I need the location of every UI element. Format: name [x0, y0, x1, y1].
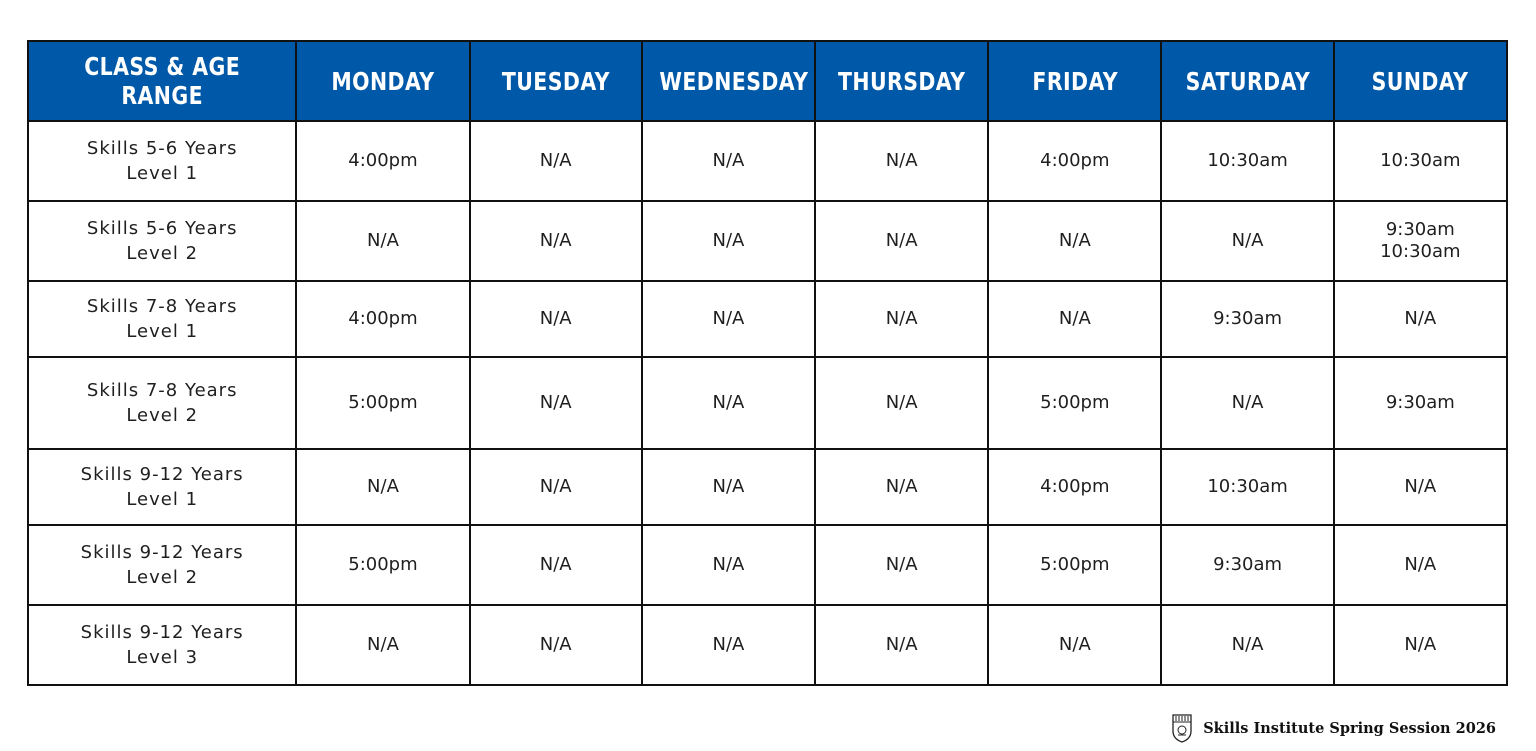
class-name: Skills 5-6 Years	[86, 218, 238, 239]
class-time: N/A	[1404, 308, 1437, 329]
header-day-6	[1161, 41, 1333, 121]
class-time: N/A	[1058, 308, 1091, 329]
table-row	[28, 525, 1507, 605]
schedule-cell	[470, 281, 642, 357]
schedule-cell	[296, 201, 469, 281]
schedule-cell	[470, 357, 642, 449]
header-row	[28, 41, 1507, 121]
table-row	[28, 201, 1507, 281]
schedule-cell	[470, 201, 642, 281]
header-day-3	[642, 41, 815, 121]
class-time: N/A	[712, 476, 745, 497]
schedule-cell	[988, 121, 1161, 201]
header-label: THURSDAY	[837, 66, 966, 96]
class-time: N/A	[885, 392, 918, 413]
class-time: 4:00pm	[1040, 150, 1110, 171]
class-level: Level 2	[126, 567, 199, 588]
schedule-cell	[815, 449, 988, 525]
class-time: N/A	[712, 308, 745, 329]
class-time: N/A	[885, 634, 918, 655]
class-name: Skills 5-6 Years	[86, 138, 238, 159]
class-age-cell	[28, 357, 296, 449]
class-name: Skills 9-12 Years	[80, 622, 244, 643]
schedule-cell	[296, 281, 469, 357]
class-name: Skills 7-8 Years	[86, 296, 238, 317]
header-day-4	[815, 41, 988, 121]
class-time: N/A	[712, 634, 745, 655]
class-time: N/A	[539, 392, 572, 413]
class-time: N/A	[885, 554, 918, 575]
schedule-cell	[815, 201, 988, 281]
schedule-cell	[1334, 605, 1507, 685]
class-time: N/A	[712, 392, 745, 413]
schedule-cell	[296, 357, 469, 449]
schedule-cell	[815, 281, 988, 357]
class-time: 9:30am	[1213, 554, 1283, 575]
class-time: N/A	[539, 554, 572, 575]
schedule-cell	[296, 605, 469, 685]
schedule-cell	[815, 121, 988, 201]
schedule-cell	[642, 605, 815, 685]
class-time: N/A	[1058, 230, 1091, 251]
table-row	[28, 121, 1507, 201]
schedule-cell	[296, 449, 469, 525]
class-age-cell	[28, 605, 296, 685]
header-label: TUESDAY	[501, 66, 610, 96]
schedule-cell	[1161, 121, 1333, 201]
class-time: N/A	[1231, 392, 1264, 413]
class-time: 4:00pm	[348, 308, 418, 329]
header-day-7	[1334, 41, 1507, 121]
schedule-cell	[988, 201, 1161, 281]
class-age-cell	[28, 449, 296, 525]
class-time: N/A	[712, 150, 745, 171]
schedule-cell	[1334, 281, 1507, 357]
class-time: 9:30am	[1385, 392, 1455, 413]
class-time: N/A	[1231, 634, 1264, 655]
footer	[1171, 713, 1496, 743]
class-level: Level 2	[126, 243, 199, 264]
class-time: 9:30am	[1213, 308, 1283, 329]
schedule-cell	[296, 525, 469, 605]
table-row	[28, 281, 1507, 357]
class-level: Level 1	[126, 321, 199, 342]
header-day-2	[470, 41, 642, 121]
class-time: N/A	[367, 230, 399, 251]
table-row	[28, 449, 1507, 525]
class-time: N/A	[539, 230, 572, 251]
header-day-1	[296, 41, 469, 121]
schedule-cell	[1161, 201, 1333, 281]
schedule-table	[27, 40, 1508, 686]
class-time: N/A	[1231, 230, 1264, 251]
class-age-cell	[28, 201, 296, 281]
class-time: N/A	[885, 150, 918, 171]
schedule-cell	[642, 525, 815, 605]
class-level: Level 1	[126, 489, 199, 510]
schedule-cell	[988, 605, 1161, 685]
shield-crest-icon	[1171, 713, 1193, 743]
class-time: N/A	[539, 476, 572, 497]
class-time: N/A	[1404, 634, 1437, 655]
schedule-cell	[1334, 121, 1507, 201]
schedule-cell	[470, 449, 642, 525]
schedule-cell	[1334, 201, 1507, 281]
header-label: WEDNESDAY	[659, 66, 809, 96]
header-label: MONDAY	[331, 66, 435, 96]
header-label: CLASS & AGE RANGE	[84, 52, 241, 110]
schedule-cell	[470, 605, 642, 685]
schedule-cell	[642, 281, 815, 357]
class-time: N/A	[712, 554, 745, 575]
class-time: N/A	[367, 634, 399, 655]
schedule-cell	[988, 525, 1161, 605]
schedule-cell	[1334, 357, 1507, 449]
schedule-cell	[470, 525, 642, 605]
schedule-cell	[988, 281, 1161, 357]
class-time: N/A	[539, 308, 572, 329]
class-time: N/A	[712, 230, 745, 251]
schedule-cell	[1161, 525, 1333, 605]
header-label: SATURDAY	[1185, 66, 1310, 96]
class-level: Level 1	[126, 163, 199, 184]
schedule-cell	[1161, 605, 1333, 685]
class-time: 5:00pm	[348, 392, 418, 413]
header-class-age-range	[28, 41, 296, 121]
header-label: SUNDAY	[1371, 66, 1469, 96]
schedule-cell	[296, 121, 469, 201]
schedule-cell	[815, 357, 988, 449]
class-time: 5:00pm	[348, 554, 418, 575]
class-time: 5:00pm	[1040, 392, 1110, 413]
class-time: 10:30am	[1380, 150, 1461, 171]
schedule-cell	[642, 121, 815, 201]
class-age-cell	[28, 281, 296, 357]
class-time: N/A	[885, 230, 918, 251]
class-time: N/A	[539, 634, 572, 655]
schedule-cell	[1161, 357, 1333, 449]
class-name: Skills 9-12 Years	[80, 542, 244, 563]
footer-text: Skills Institute Spring Session 2026	[1203, 719, 1496, 737]
schedule-cell	[988, 449, 1161, 525]
header-day-5	[988, 41, 1161, 121]
table-row	[28, 605, 1507, 685]
schedule-cell	[1334, 525, 1507, 605]
class-age-cell	[28, 525, 296, 605]
class-time: 4:00pm	[348, 150, 418, 171]
class-time: N/A	[1404, 476, 1437, 497]
schedule-cell	[1161, 281, 1333, 357]
schedule-cell	[642, 201, 815, 281]
class-time: N/A	[367, 476, 399, 497]
class-name: Skills 9-12 Years	[80, 464, 244, 485]
class-time: 10:30am	[1207, 150, 1288, 171]
class-time: 10:30am	[1380, 241, 1461, 262]
class-time: N/A	[1058, 634, 1091, 655]
class-level: Level 2	[126, 405, 199, 426]
class-time: 9:30am	[1385, 219, 1455, 240]
class-time: 5:00pm	[1040, 554, 1110, 575]
schedule-cell	[988, 357, 1161, 449]
class-time: N/A	[885, 476, 918, 497]
class-name: Skills 7-8 Years	[86, 380, 238, 401]
schedule-cell	[815, 525, 988, 605]
class-time: N/A	[539, 150, 572, 171]
schedule-cell	[642, 449, 815, 525]
class-time: 10:30am	[1207, 476, 1288, 497]
schedule-cell	[1161, 449, 1333, 525]
schedule-cell	[642, 357, 815, 449]
class-time: N/A	[885, 308, 918, 329]
class-time: 4:00pm	[1040, 476, 1110, 497]
schedule-cell	[1334, 449, 1507, 525]
schedule-cell	[470, 121, 642, 201]
table-row	[28, 357, 1507, 449]
class-time: N/A	[1404, 554, 1437, 575]
class-level: Level 3	[126, 647, 199, 668]
schedule-cell	[815, 605, 988, 685]
class-age-cell	[28, 121, 296, 201]
header-label: FRIDAY	[1032, 66, 1118, 96]
